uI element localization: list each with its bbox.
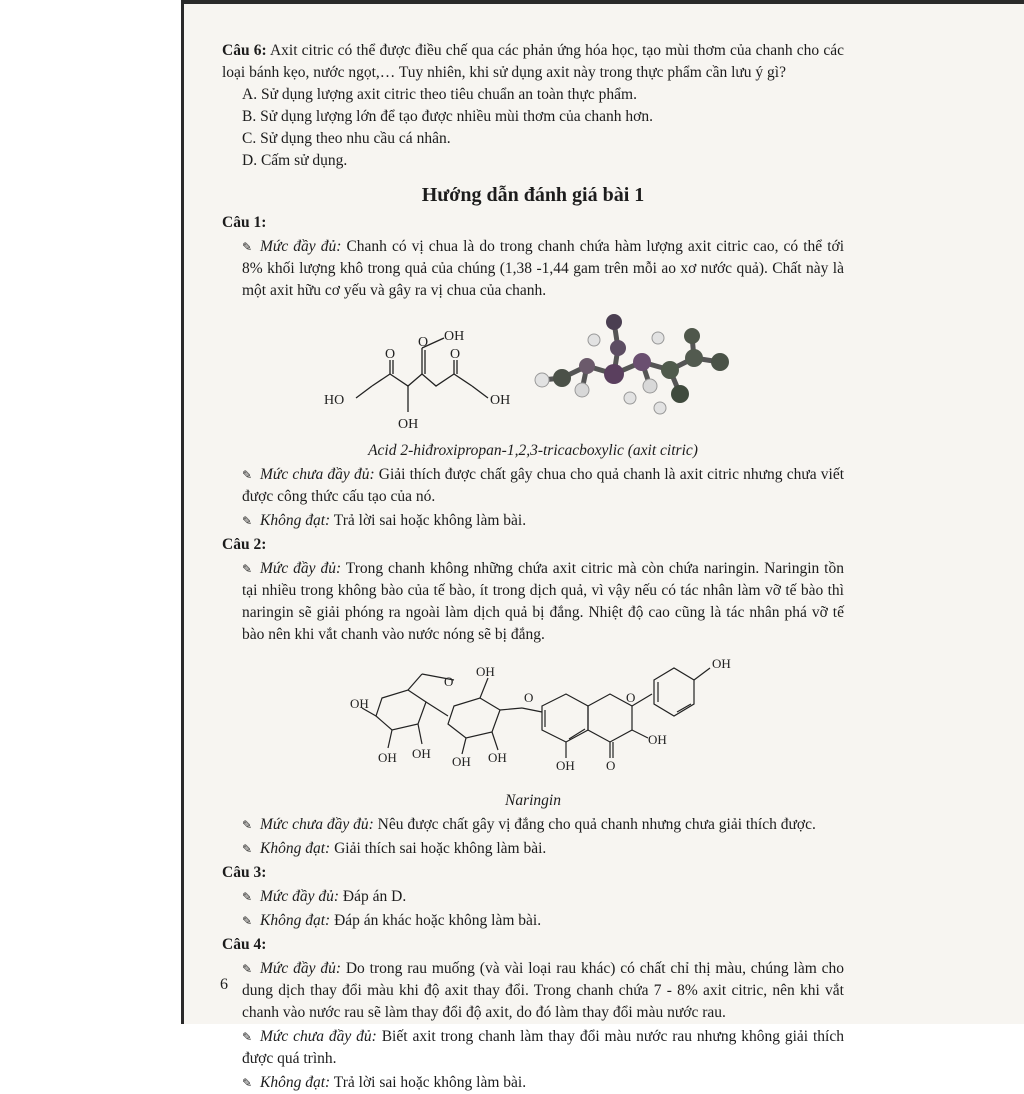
citric-oh-right: OH	[490, 393, 511, 408]
answer-3-full	[222, 886, 844, 908]
citric-acid-caption: Acid 2-hiđroxipropan-1,2,3-tricacboxylic (axit citric)	[368, 442, 698, 459]
outer-margin	[0, 0, 183, 1024]
answer-2-fail	[222, 838, 844, 860]
page-content	[222, 40, 844, 1094]
answer-1-full	[222, 236, 844, 302]
pencil-icon: ✎	[242, 890, 253, 904]
answer-4-fail	[222, 1072, 844, 1094]
citric-o-left: O	[385, 347, 396, 362]
level-text: Giải thích được chất gây chua cho quả chanh là axit citric nhưng chưa viết được công thức cấu tạo của nó.	[242, 466, 845, 505]
citric-ball-model	[535, 314, 729, 414]
level-text: Chanh có vị chua là do trong chanh chứa hàm lượng axit citric cao, có thể tới 8% khối lượng khô trong quả của chúng (1,38 -1,44 gam trên mỗi ao xơ nước quả). Chất này là một axit hữu cơ yếu và gây ra vị chua của chanh.	[242, 238, 845, 299]
question-6-text: Axit citric có thể được điều chế qua các phản ứng hóa học, tạo mùi thơm của chanh cho các loại bánh kẹo, nước ngọt,… Tuy nhiên, khi sử dụng axit này trong thực phẩm cần lưu ý gì?	[222, 42, 844, 81]
pencil-icon: ✎	[242, 914, 253, 928]
citric-oh-top: OH	[444, 329, 465, 344]
page-number: 6	[220, 976, 228, 993]
answer-1-title: Câu 1:	[222, 214, 267, 231]
level-label: Mức đầy đủ:	[260, 238, 342, 255]
answer-2-full	[222, 558, 844, 646]
book-page	[184, 4, 1024, 1091]
level-text: Trả lời sai hoặc không làm bài.	[333, 1074, 527, 1091]
citric-acid-structure	[222, 308, 844, 440]
answer-3-title: Câu 3:	[222, 864, 267, 881]
citric-o-top: O	[418, 335, 429, 350]
naringin-o-4: O	[626, 690, 636, 705]
pencil-icon: ✎	[242, 562, 253, 576]
naringin-figure	[222, 650, 844, 790]
level-label: Không đạt:	[260, 912, 331, 929]
question-6-title: Câu 6:	[222, 42, 267, 59]
option-c: C. Sử dụng theo nhu cầu cá nhân.	[242, 130, 451, 147]
answer-1-partial	[222, 464, 844, 508]
level-text: Đáp án khác hoặc không làm bài.	[334, 912, 542, 929]
level-label: Mức chưa đầy đủ:	[260, 1028, 377, 1045]
answer-4-title: Câu 4:	[222, 936, 267, 953]
naringin-oh-5: OH	[452, 754, 471, 769]
option-d: D. Cấm sử dụng.	[242, 152, 348, 169]
pencil-icon: ✎	[242, 842, 253, 856]
pencil-icon: ✎	[242, 240, 253, 254]
level-text: Trong chanh không những chứa axit citric mà còn chứa naringin. Naringin tồn tại nhiều trong không bào của tế bào, ít trong dịch quả, vì vậy nếu có tác nhân làm vỡ tế bào thì naringin sẽ giải phóng ra ngoài làm dịch quả bị đắng. Nhiệt độ cao cũng là tác nhân phá vỡ tế bào nên khi vắt chanh vào nước nóng sẽ bị đắng.	[242, 560, 844, 643]
answer-2-title: Câu 2:	[222, 536, 267, 553]
naringin-o-1: O	[606, 758, 616, 773]
naringin-oh-9: OH	[556, 758, 575, 773]
answer-2-partial	[222, 814, 844, 836]
level-text: Do trong rau muống (và vài loại rau khác) có chất chỉ thị màu, chúng làm cho dung dịch thay đổi màu khi độ axit thay đổi. Trong chanh chứa 7 - 8% axit citric, nên khi vắt chanh vào nước rau sẽ làm thay đổi độ axit, do đó làm thay đổi màu nước rau.	[242, 960, 845, 1021]
level-text: Giải thích sai hoặc không làm bài.	[334, 840, 547, 857]
citric-oh-bottom: OH	[398, 417, 419, 432]
level-text: Trả lời sai hoặc không làm bài.	[333, 512, 527, 529]
option-b: B. Sử dụng lượng lớn để tạo được nhiều mùi thơm của chanh hơn.	[242, 108, 654, 125]
section-heading: Hướng dẫn đánh giá bài 1	[421, 184, 645, 206]
naringin-oh-4: OH	[412, 746, 431, 761]
option-a: A. Sử dụng lượng axit citric theo tiêu chuẩn an toàn thực phẩm.	[242, 86, 637, 103]
level-text: Biết axit trong chanh làm thay đổi màu nước rau nhưng không giải thích được quá trình.	[242, 1028, 844, 1067]
naringin-caption: Naringin	[505, 792, 561, 809]
level-label: Không đạt:	[260, 1074, 331, 1091]
naringin-o-3: O	[444, 674, 454, 689]
level-label: Mức đầy đủ:	[260, 560, 342, 577]
level-text: Nêu được chất gây vị đắng cho quả chanh nhưng chưa giải thích được.	[377, 816, 816, 833]
level-label: Mức chưa đầy đủ:	[260, 466, 375, 483]
answer-3-fail	[222, 910, 844, 932]
level-label: Mức đầy đủ:	[260, 888, 340, 905]
naringin-structure	[222, 650, 844, 773]
pencil-icon: ✎	[242, 1076, 253, 1090]
pencil-icon: ✎	[242, 514, 253, 528]
level-label: Mức chưa đầy đủ:	[260, 816, 374, 833]
level-label: Mức đầy đủ:	[260, 960, 341, 977]
answer-4-partial	[222, 1026, 844, 1070]
pencil-icon: ✎	[242, 962, 253, 976]
naringin-oh-1: OH	[712, 656, 731, 671]
citric-o-right: O	[450, 347, 461, 362]
naringin-o-2: O	[524, 690, 534, 705]
level-label: Không đạt:	[260, 512, 331, 529]
level-text: Đáp án D.	[342, 888, 407, 905]
level-label: Không đạt:	[260, 840, 331, 857]
pencil-icon: ✎	[242, 468, 253, 482]
naringin-oh-7: OH	[476, 664, 495, 679]
answer-1-fail	[222, 510, 844, 532]
pencil-icon: ✎	[242, 818, 253, 832]
citric-ho-left: HO	[324, 393, 345, 408]
naringin-oh-6: OH	[488, 750, 507, 765]
pencil-icon: ✎	[242, 1030, 253, 1044]
citric-acid-figure	[222, 308, 844, 440]
question-6	[222, 40, 844, 84]
naringin-oh-2: OH	[350, 696, 369, 711]
naringin-oh-8: OH	[648, 732, 667, 747]
answer-4-full	[222, 958, 844, 1024]
naringin-oh-3: OH	[378, 750, 397, 765]
